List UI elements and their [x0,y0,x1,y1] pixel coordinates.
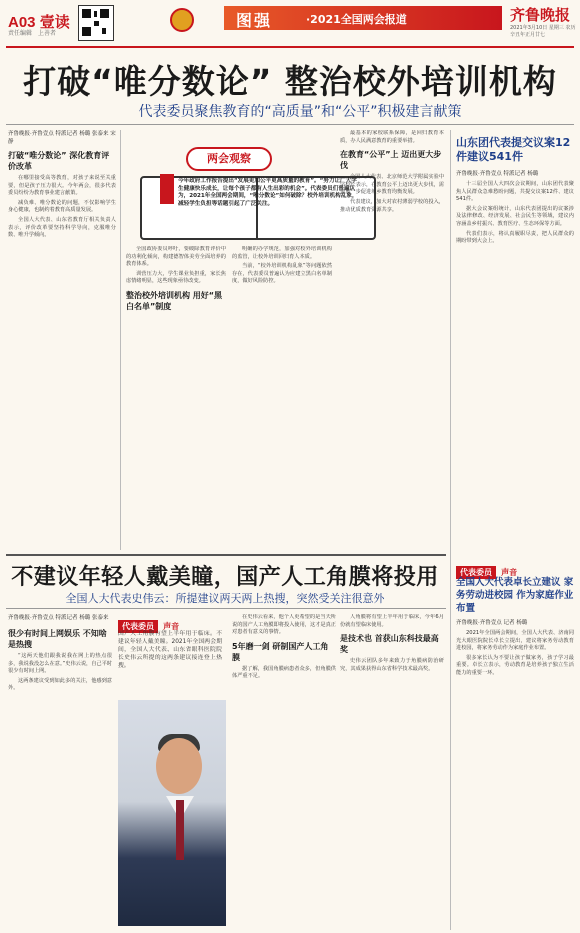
paragraph: 在史伟云看来，他个人更希望的是当天所说的国产人工角膜即将投入使用，这才是真正对患者有意义的事情。 [232,614,336,636]
quote-title: 全国人大代表卓长立建议 家务劳动进校园 作为家庭作业布置 [456,577,574,614]
sidebar-title: 山东团代表提交议案12件建议541件 [456,136,571,163]
lead-headline: 打破“唯分数论” 整治校外培训机构 [23,62,557,101]
lead-kicker-1: 打破“唯分数论” 深化教育评价改革 [8,151,110,171]
paragraph: 很多家长认为不要让孩子做家务，孩子学习最重要。卓长立表示，劳动教育是培养孩子独立生活能力的重要一环。 [456,654,574,676]
lead-byline: 齐鲁晚报·齐鲁壹点 特派记者 杨璐 张泰来 宋静 [8,131,116,145]
voice-tag-sub: 声音 [163,622,180,631]
voice-tag: 代表委员 [118,620,158,633]
editor-line: 责任编辑 上善者 [8,30,57,37]
section-divider [6,554,446,556]
paragraph: 减负难、唯分数论的问题，不仅影响学生身心健康，也制约着教育高质量发展。 [8,199,116,214]
book-summary-text: 今年政府工作报告提出“发展更加公平更高质量的教育”。“努力让广大学生健康快乐成长，让每个孩子都有人生出彩的机会”。代表委员们普遍认为，2021年全国两会期间，“唯分数论”如何破除？校外培训机构乱象，减轻学生负担等话题引起了广泛关注。 [178,178,358,207]
paragraph: 据大会议案组统计，山东代表团提出的议案涉及法律修改、经济发展、社会民生等领域，建议内容涵盖乡村振兴、教育医疗、生态环保等方面。 [456,205,574,227]
second-kicker-2: 5年磨一剑 研制国产人工角膜 [232,641,329,662]
page-number: A03 壹读 [8,14,70,31]
lead-column-1 [8,130,116,550]
lead-column-4 [340,130,444,550]
paragraph: 全国人大代表、山东省教育厅相关负责人表示，评价改革要坚持科学导向，克服唯分数、唯升学倾向。 [8,216,116,239]
paragraph: 明确的办学规范，加强对校外培训机构的监管，让校外培训回归育人本质。 [232,246,332,260]
band-subtitle: ·2021全国两会报道 [306,13,407,26]
bookmark-icon [160,174,174,204]
voice-tag: 代表委员 [456,566,496,579]
paragraph: 这两条建议受到如此多的关注，他感到意外。 [8,677,112,692]
section-band [224,6,502,30]
paragraph: 当前，“校外培训机构乱象”等问题依然存在，代表委员普遍认为应建立黑白名单制度，做好风险防控。 [232,263,332,285]
paragraph: 代表们表示，将认真履职尽责，把人民群众的期盼带到大会上。 [456,230,574,245]
paragraph: 在哪里接受高等教育，对孩子来说至关重要，但是孩子压力很大。今年两会，很多代表委员纷纷为教育事业建言献策。 [8,175,116,197]
paragraph: 代表建议，加大对农村薄弱学校的投入，推动优质教育资源共享。 [340,198,444,213]
paragraph: 最基本的家校联系保障，是回归教育本质，办人民满意教育的重要举措。 [340,130,444,144]
two-sessions-badge: 两会观察 [186,147,272,171]
quote-byline: 齐鲁晚报·齐鲁壹点 记者 杨璐 [456,620,528,626]
paragraph: 人角膜将有望上半年用于临床，今年6月份就有望临床使用。 [340,614,444,628]
second-headline: 不建议年轻人戴美瞳，国产人工角膜将投用 [11,565,439,590]
lead-kicker-2: 整治校外培训机构 用好“黑白名单”制度 [126,290,223,311]
second-divider [6,608,446,609]
paragraph: 训营压力大，学生课业负担重，家长焦虑情绪明显，这些现象亟待改变。 [126,270,226,285]
paragraph: 据了解，我国角膜病患者众多，但角膜供体严重不足。 [232,665,336,680]
second-kicker-3: 是技术也 首获山东科技最高奖 [340,634,439,655]
right-sidebar-top [456,136,574,556]
lead-kicker-3: 在教育“公平”上 迈出更大步伐 [340,150,442,171]
paragraph: 史伟云团队多年来致力于角膜病防治研究，其成果获得山东省科学技术最高奖。 [340,658,444,672]
lead-column-3 [232,246,332,550]
lead-subhead: 代表委员聚焦教育的“高质量”和“公平”积极建言献策 [138,104,462,120]
newspaper-logo: 齐鲁晚报 [510,6,571,24]
header-divider [6,46,574,48]
right-sidebar-bottom [456,576,574,928]
band-title: 图强 [236,11,273,30]
second-subhead: 全国人大代表史伟云：所提建议两天两上热搜，突然受关注很意外 [65,592,385,605]
paragraph: 全国人大代表、北京师范大学附属实验中学校长表示，在教育公平上迈出更大步伐，需要进一步促进城乡教育均衡发展。 [340,174,444,196]
second-column-1 [8,614,112,928]
paragraph: 2021年全国两会期间，全国人大代表、济南同光大眼医院院长卓长立提出，建议将家务劳动教育进校园，将家务劳动作为家庭作业布置。 [456,630,574,652]
second-kicker-1: 很少有时间上网娱乐 不知啥是热搜 [8,629,107,649]
paragraph: 十三届全国人大四次会议期间，山东团代表聚焦人民群众急难愁盼问题，共提交议案12件、建议541件。 [456,181,574,203]
column-divider [120,130,121,550]
sidebar-byline: 齐鲁晚报·齐鲁壹点 特派记者 杨璐 [456,171,539,177]
photo-caption: 国产人工角膜有望上半年用于临床。不建议年轻人戴美瞳。2021年全国两会期间，全国人大代表、山东省眼科医院院长史伟云所提的这两条建议接连登上热搜。 [118,631,222,669]
page-header [0,0,580,44]
lead-column-2 [126,246,226,550]
second-column-4 [340,614,444,928]
voice-tag-sub: 声音 [501,568,518,577]
second-column-3 [232,614,336,928]
column-divider [450,130,451,930]
emblem-icon [170,8,194,32]
date-line: 2021年3月10日 星期三 农历辛丑年正月廿七 [510,25,576,38]
portrait-photo [118,700,226,926]
lead-divider [6,124,574,125]
second-byline: 齐鲁晚报·齐鲁壹点 特派记者 杨璐 张泰来 [8,615,109,621]
paragraph: “这两天他们跟我说我在网上的热点很多，我说我没怎么在意。”史伟云说，自己平时很少有时间上网。 [8,653,112,675]
paragraph: 全国政协委员呼吁，要破除教育评价中的功利化倾向，构建德智体美劳全面培养的教育体系。 [126,246,226,268]
qr-code-icon [78,5,114,41]
